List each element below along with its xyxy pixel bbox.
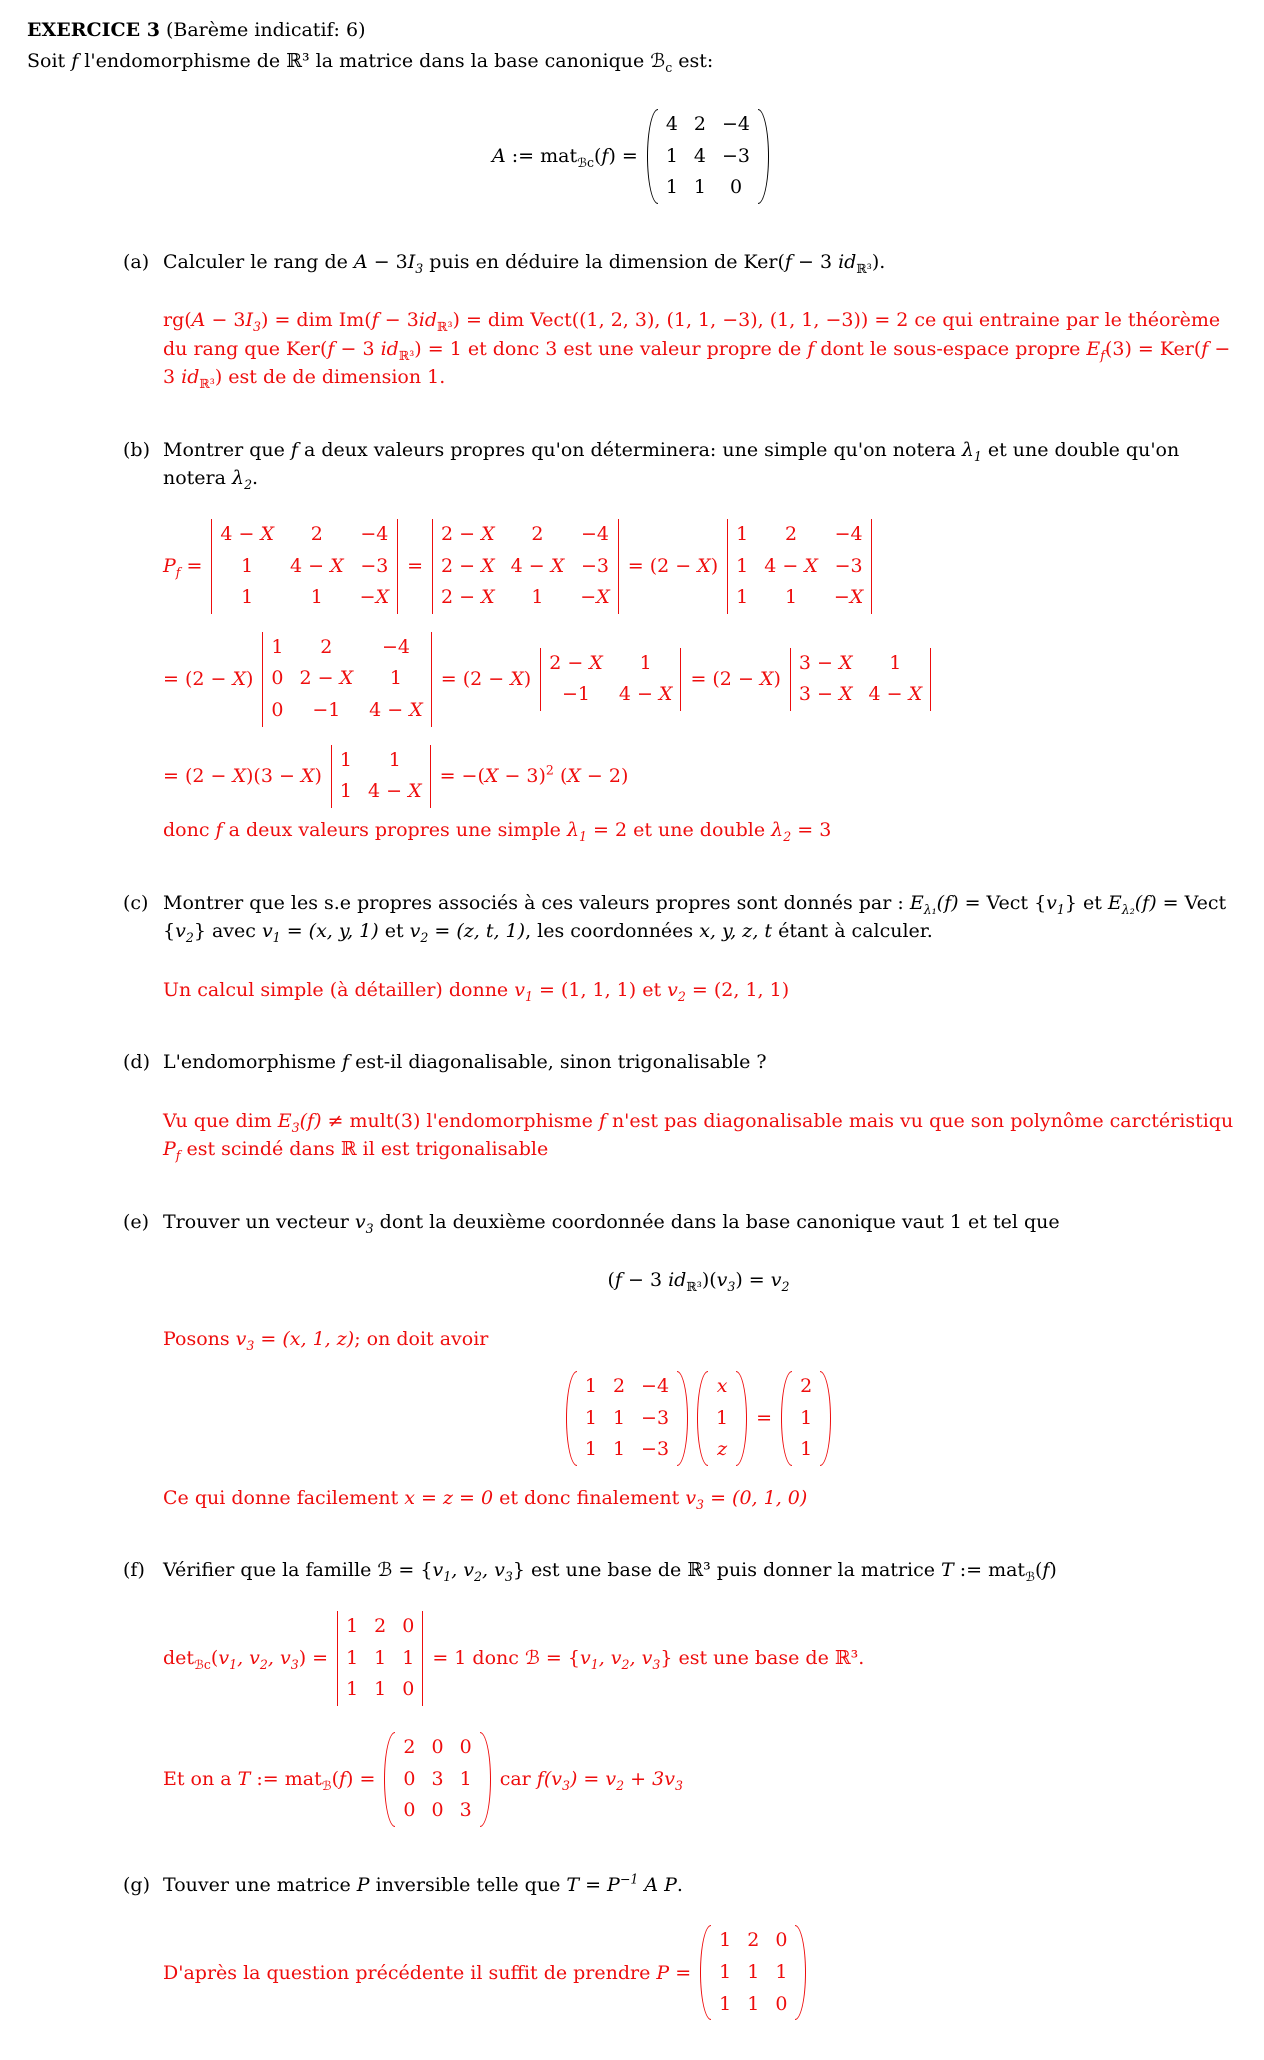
determinant-6: 3 − X 1 3 − X 4 − X [790,648,931,711]
right-paren-icon [820,1371,831,1466]
matrix-T: 2 0 0 0 3 1 0 0 3 [384,1732,490,1827]
matrix-T-justification: car $f(v_3) = v_2 + 3v_3$ [499,1768,683,1793]
factor-1: = (2 − X) [627,555,719,578]
char-poly-line-2 [163,632,1234,727]
item-c-label: (c) [123,891,149,914]
factor-2: = (2 − X) [163,668,254,691]
answer-e-system [163,1371,1234,1466]
answer-e-conclusion: Ce qui donne facilement x = z = 0 et donc finalement $v_3 = (0$, 1, 0) [163,1486,808,1512]
char-poly-line-1 [163,519,1234,614]
question-b: Montrer que f a deux valeurs propres qu'on déterminera: une simple qu'on notera $\lambda_1$ et une double qu'on notera $\lambda_2$. [163,438,1180,493]
item-b-label: (b) [123,438,150,461]
left-paren-icon [384,1732,395,1827]
item-e-label: (e) [123,1210,150,1233]
answer-d: Vu que dim $E_3(f)$ ≠ mult(3) l'endomorphisme f n'est pas diagonalisable mais vu que son polynôme carctéristiqu $P_f$ est scindé dans ℝ il est trigonalisable [163,1109,1234,1163]
question-d: L'endomorphisme f est-il diagonalisable, sinon trigonalisable ? [163,1051,767,1074]
equation-e: (f − 3 $id_{ℝ^3})(v_3) = v_2$ [607,1269,790,1294]
item-g-label: (g) [123,1873,150,1896]
determinant-basis: 1 2 0 1 1 1 1 1 0 [337,1611,423,1706]
matrix-A: 4 2 −4 1 4 −3 1 1 0 [647,109,769,204]
right-paren-icon [736,1371,747,1466]
matrix-f-minus-3id: 1 2 −4 1 1 −3 1 1 −3 [566,1371,688,1466]
answer-f-matrix-T [163,1732,1234,1827]
det-lhs: $\det_{ℬc}(v_1$, $v_2$, $v_3$) = [163,1647,329,1672]
intro-text: Soit f l'endomorphisme de ℝ³ la matrice dans la base canonique ℬ$_c$ est: [27,49,714,75]
question-e: Trouver un vecteur $v_3$ dont la deuxième coordonnée dans la base canonique vaut 1 et tel que [163,1210,1060,1236]
answer-c: Un calcul simple (à détailler) donne $v_1 = (1$, 1, 1) et $v_2 = (2$, 1, 1) [163,978,790,1004]
equals-1: = [407,555,424,578]
determinant-4: 1 2 −4 0 2 − X 1 0 −1 4 − X [262,632,431,727]
item-f [123,1556,1234,1826]
char-poly-line-3 [163,745,1234,808]
question-c: Montrer que les s.e propres associés à ces valeurs propres sont donnés par : $E_{\lambda_1}(f)$ = Vect $\{v_1\}$ et $E_{\lambda_2}(f)$ = Vect $\{v_2\}$ avec $v_1 = (x$, y, 1) et $v_2 = (z$, t, 1), les coordonnées x, y, z, t étant à calculer. [163,891,1227,945]
left-paren-icon [700,1925,711,2020]
question-g: Touver une matrice P inversible telle que $T = P^{-1}$ A P. [163,1871,683,1896]
question-f: Vérifier que la famille ℬ = {$v_1$, $v_2$, $v_3$} est une base de ℝ³ puis donner la matrice T := mat$_ℬ$(f) [163,1559,1057,1585]
determinant-5: 2 − X 1 −1 4 − X [540,648,681,711]
exercise-grading-note: (Barème indicatif: 6) [165,19,366,41]
matrix-P: 1 2 0 1 1 1 1 1 0 [700,1925,806,2020]
answer-e-setup: Posons $v_3 = (x$, 1, z); on doit avoir [163,1327,489,1353]
left-paren-icon [781,1371,792,1466]
equals-2: = [756,1407,773,1430]
determinant-2: 2 − X 2 −4 2 − X 4 − X −3 2 − X 1 −X [432,519,619,614]
item-c [123,889,1234,1005]
matrix-A-lhs: A := mat$_{ℬc}$(f) = [491,145,638,170]
right-paren-icon [795,1925,806,2020]
answer-b-conclusion: donc f a deux valeurs propres une simple $\lambda_1 = 2$ et une double $\lambda_2 = 3$ [163,819,832,844]
left-paren-icon [566,1371,577,1466]
determinant-3: 1 2 −4 1 4 − X −3 1 1 −X [727,519,872,614]
left-paren-icon [697,1371,708,1466]
question-a: Calculer le rang de $A - 3I_3$ puis en déduire la dimension de Ker(f − 3 $id_{ℝ^3}$). [163,250,886,276]
char-poly-result: = $-(X - 3)^2$ (X − 2) [439,762,629,788]
determinant-1: 4 − X 2 −4 1 4 − X −3 1 1 −X [211,519,398,614]
vector-rhs: 2 1 1 [781,1371,831,1466]
determinant-7: 1 1 1 4 − X [331,745,431,808]
matrix-T-lhs: Et on a T := mat$_ℬ$(f) = [163,1768,376,1793]
item-a [123,248,1234,392]
matrix-P-lhs: D'après la question précédente il suffit de prendre P = [163,1961,692,1984]
item-b [123,436,1234,845]
factor-5: = (2 − X)(3 − X) [163,765,322,788]
right-paren-icon [677,1371,688,1466]
item-d [123,1048,1234,1164]
vector-unknown: x 1 z [697,1371,747,1466]
exercise-title: EXERCICE 3 [27,19,160,41]
matrix-A-definition [27,109,1234,204]
right-paren-icon [480,1732,491,1827]
item-e [123,1208,1234,1513]
answer-a: $rg(A - 3I_3)$ = dim $Im(f - 3id_{ℝ^3})$ = dim Vect((1, 2, 3), (1, 1, −3), (1, 1, −3)) = 2 ce qui entraine par le théorème du rang que Ker(f − 3 $id_{ℝ^3}) = 1$ et donc 3 est une valeur propre de f dont le sous-espace propre $E_f(3) = Ker(f - 3$ $id_{ℝ^3}$) est de de dimension 1. [163,309,1231,392]
factor-3: = (2 − X) [440,668,532,691]
exercise-header [27,16,1234,45]
answer-g [163,1925,1234,2020]
item-a-label: (a) [123,250,150,273]
item-d-label: (d) [123,1051,150,1074]
pf-lhs: $P_f$ = [163,555,203,580]
factor-4: = (2 − X) [690,668,781,691]
right-paren-icon [758,109,769,204]
item-f-label: (f) [123,1559,145,1582]
left-paren-icon [647,109,658,204]
item-g [123,1871,1234,2020]
answer-f-det [163,1611,1234,1706]
det-rhs: = 1 donc ℬ = {$v_1$, $v_2$, $v_3$} est une base de ℝ³. [432,1647,865,1672]
